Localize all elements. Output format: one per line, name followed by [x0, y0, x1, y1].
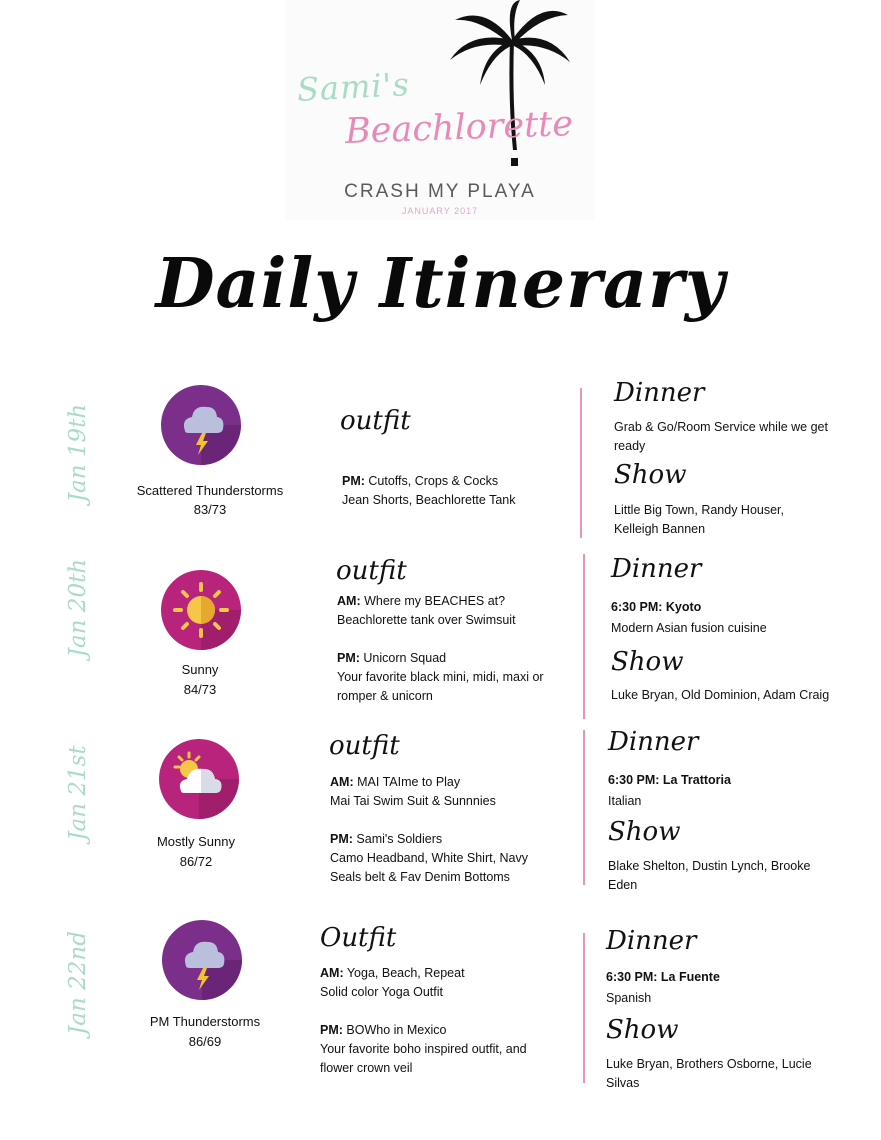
dinner-time: 6:30 PM: — [611, 600, 663, 614]
dinner-heading: Dinner — [614, 378, 705, 408]
dinner-heading: Dinner — [606, 926, 697, 956]
am-theme: Yoga, Beach, Repeat — [346, 966, 465, 980]
am-label: AM: — [337, 594, 361, 608]
weather-temps: 86/69 — [188, 1034, 222, 1049]
partly-cloudy-icon — [159, 739, 239, 819]
show-acts: Luke Bryan, Brothers Osborne, Lucie Silvas — [606, 1057, 812, 1090]
sun-icon — [161, 570, 241, 650]
pm-outfit-details: Camo Headband, White Shirt, Navy Seals belt & Fav Denim Bottoms — [330, 851, 529, 884]
dinner-time-place — [608, 771, 848, 790]
pm-label: PM: — [342, 474, 365, 488]
logo — [285, 0, 595, 220]
pm-outfit-theme — [337, 649, 577, 668]
pm-label: PM: — [320, 1023, 343, 1037]
logo-script-name: Sami's — [296, 65, 411, 109]
dinner-time-place — [611, 598, 851, 617]
show-acts: Blake Shelton, Dustin Lynch, Brooke Eden — [608, 859, 811, 892]
show-heading: Show — [608, 817, 681, 847]
weather-temps: 84/73 — [183, 682, 217, 697]
outfit-heading: Outfit — [320, 923, 397, 953]
am-outfit-theme — [330, 773, 570, 792]
day-row-jan-20 — [0, 550, 881, 725]
weather-condition: Sunny — [181, 662, 219, 677]
show-acts: Luke Bryan, Old Dominion, Adam Craig — [611, 688, 830, 702]
pm-outfit-details: Jean Shorts, Beachlorette Tank — [342, 493, 516, 507]
thunderstorm-icon — [162, 920, 242, 1000]
dinner-description: Italian — [608, 794, 642, 808]
outfit-heading: outfit — [329, 731, 400, 761]
pm-theme: Unicorn Squad — [363, 651, 447, 665]
dinner-description: Spanish — [606, 991, 652, 1005]
pm-theme: Sami's Soldiers — [356, 832, 443, 846]
show-acts: Little Big Town, Randy Houser, Kelleigh Bannen — [614, 503, 785, 536]
dinner-time: 6:30 PM: — [608, 773, 660, 787]
day-row-jan-19 — [0, 380, 881, 550]
pm-outfit-theme — [330, 830, 570, 849]
am-theme: Where my BEACHES at? — [364, 594, 506, 608]
day-row-jan-21 — [0, 725, 881, 915]
pm-label: PM: — [337, 651, 360, 665]
column-divider — [583, 554, 585, 719]
show-heading: Show — [606, 1015, 679, 1045]
dinner-place: Kyoto — [665, 600, 702, 614]
pm-outfit-theme — [320, 1021, 560, 1040]
show-heading: Show — [611, 647, 684, 677]
dinner-time-place — [606, 968, 846, 987]
pm-label: PM: — [330, 832, 353, 846]
date-label: Jan 21st — [65, 745, 91, 841]
pm-theme: Cutoffs, Crops & Cocks — [368, 474, 499, 488]
am-outfit-theme — [337, 592, 577, 611]
pm-outfit-theme — [342, 472, 557, 491]
am-theme: MAI TAIme to Play — [357, 775, 461, 789]
outfit-heading: outfit — [336, 556, 407, 586]
thunderstorm-icon — [161, 385, 241, 465]
dinner-heading: Dinner — [608, 727, 699, 757]
logo-script-title: Beachlorette — [344, 104, 574, 152]
dinner-description: Grab & Go/Room Service while we get ready — [614, 420, 828, 453]
pm-outfit-details: Your favorite boho inspired outfit, and flower crown veil — [320, 1042, 527, 1075]
dinner-description: Modern Asian fusion cuisine — [611, 621, 767, 635]
weather-temps: 86/72 — [179, 854, 213, 869]
am-outfit-details: Mai Tai Swim Suit & Sunnnies — [330, 794, 496, 808]
weather-condition: Scattered Thunderstorms — [136, 483, 284, 498]
dinner-heading: Dinner — [611, 554, 702, 584]
pm-outfit-details: Your favorite black mini, midi, maxi or romper & unicorn — [337, 670, 544, 703]
logo-tagline: CRASH MY PLAYA — [344, 181, 536, 202]
dinner-place: La Fuente — [660, 970, 720, 984]
date-label: Jan 22nd — [65, 931, 91, 1035]
logo-date: JANUARY 2017 — [401, 206, 479, 216]
am-outfit-details: Solid color Yoga Outfit — [320, 985, 443, 999]
pm-theme: BOWho in Mexico — [346, 1023, 447, 1037]
am-label: AM: — [330, 775, 354, 789]
show-heading: Show — [614, 460, 687, 490]
dinner-place: La Trattoria — [662, 773, 731, 787]
column-divider — [583, 730, 585, 885]
am-label: AM: — [320, 966, 344, 980]
column-divider — [580, 388, 582, 538]
am-outfit-theme — [320, 964, 560, 983]
column-divider — [583, 933, 585, 1083]
weather-temps: 83/73 — [193, 502, 227, 517]
date-label: Jan 19th — [65, 403, 91, 503]
dinner-time: 6:30 PM: — [606, 970, 658, 984]
weather-condition: PM Thunderstorms — [149, 1014, 261, 1029]
weather-condition: Mostly Sunny — [156, 834, 236, 849]
page-title: Daily Itinerary — [155, 244, 726, 324]
outfit-heading: outfit — [340, 406, 411, 436]
am-outfit-details: Beachlorette tank over Swimsuit — [337, 613, 516, 627]
date-label: Jan 20th — [65, 558, 91, 658]
day-row-jan-22 — [0, 915, 881, 1105]
